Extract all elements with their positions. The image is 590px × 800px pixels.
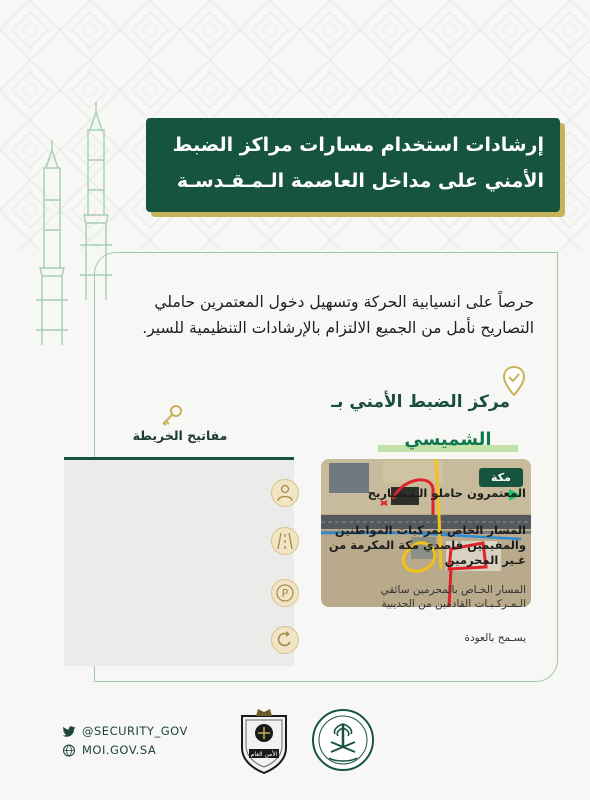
legend-item-residents-line-3: غـير المحرمين <box>444 553 526 567</box>
road-lanes-icon <box>271 527 299 555</box>
legend-item-residents-line-2: والمقيمين قاصدي مكة المكرمة من <box>328 538 526 552</box>
svg-text:P: P <box>281 587 289 600</box>
globe-icon <box>62 744 76 757</box>
u-turn-icon <box>271 626 299 654</box>
legend-item-return: يسـمح بالعودة <box>464 632 526 644</box>
twitter-handle[interactable] <box>62 724 188 738</box>
legend-item-pilgrims: المعتمرون حاملو الـتـصـاريح <box>367 486 526 500</box>
legend-item-muhrim-line-2: الـمـركـبـات القادمين من الحديبية <box>381 598 526 610</box>
public-security-logo <box>236 706 292 774</box>
map-tag-makkah: مكة <box>479 468 523 487</box>
parking-icon <box>271 579 299 607</box>
title-banner <box>146 118 560 212</box>
public-security-logo-text: الأمن العام <box>250 751 278 758</box>
pilgrim-icon <box>271 479 299 507</box>
legend-item-muhrim-line-1: المسار الخـاص بالمحرمين سائقي <box>380 584 526 596</box>
moi-emblem <box>311 708 375 772</box>
twitter-handle-text: @SECURITY_GOV <box>82 724 188 738</box>
legend-item-residents-line-1: المسار الخاص بمركبات المواطنين <box>334 523 526 537</box>
center-name: الشميسي <box>404 429 492 450</box>
website-text: MOI.GOV.SA <box>82 743 157 757</box>
intro-line-2: التصاريح نأمل من الجميع الالتزام بالإرشادات التنظيمية للسير. <box>142 319 534 337</box>
legend-item-muhrim <box>381 583 526 611</box>
twitter-icon <box>62 726 76 738</box>
legend-item-residents <box>329 523 526 568</box>
center-title: مركز الضبط الأمني بـ <box>331 392 510 412</box>
building <box>329 463 369 493</box>
website-link[interactable] <box>62 743 156 757</box>
intro-line-1: حرصاً على انسيابية الحركة وتسهيل دخول المعتمرين حاملي <box>154 293 534 311</box>
legend-title: مفاتيح الخريطة <box>132 428 228 443</box>
legend-box <box>64 457 294 666</box>
title-line-1: إرشادات استخدام مسارات مراكز الضبط <box>172 134 544 156</box>
key-icon <box>160 403 184 427</box>
title-line-2: الأمني على مداخل العاصمة الـمـقـدسـة <box>176 170 544 192</box>
